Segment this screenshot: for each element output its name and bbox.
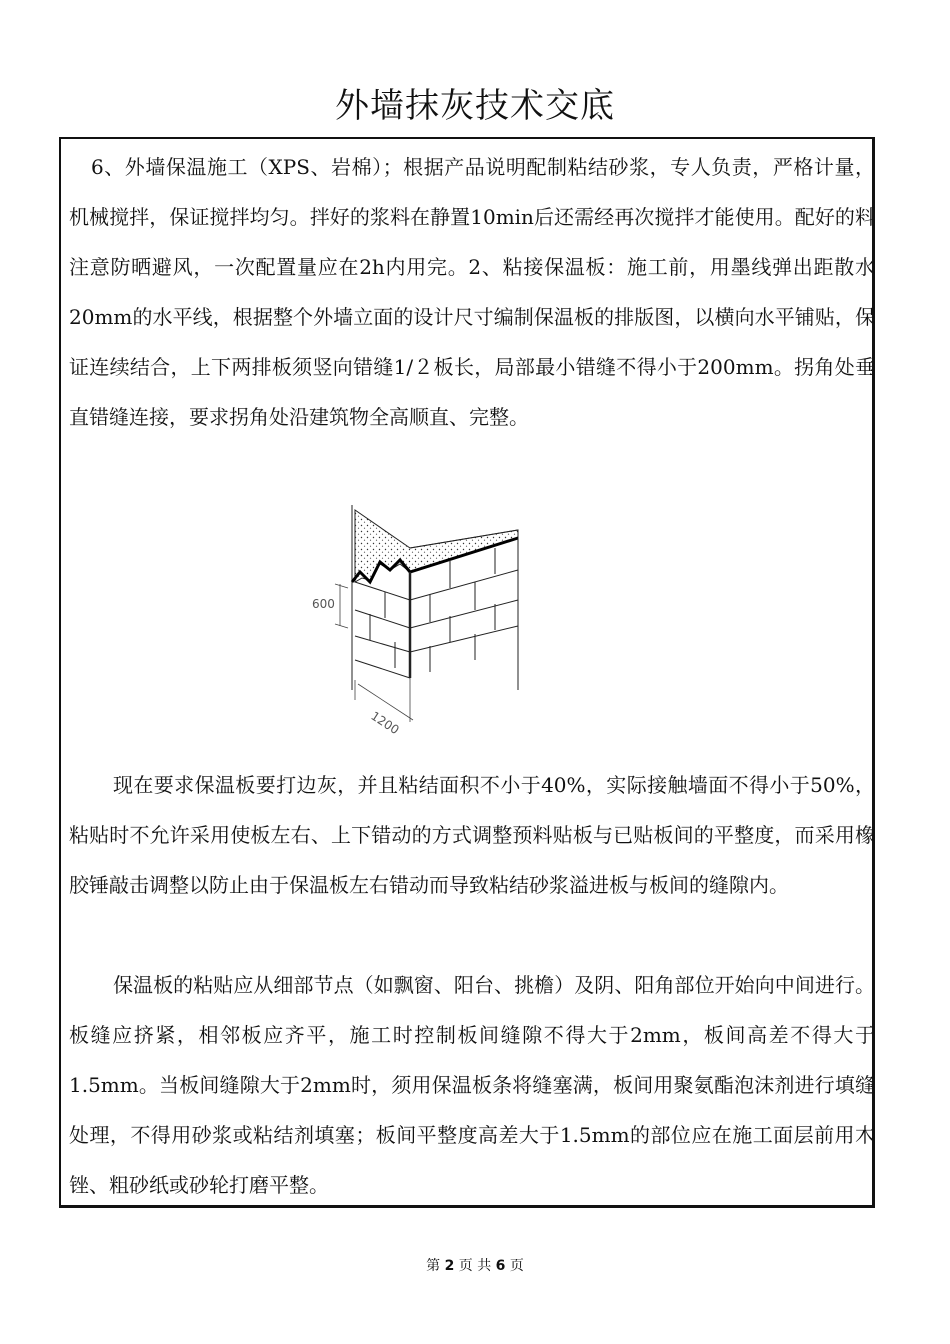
dimension-lines <box>335 584 413 722</box>
footer-page-number: 2 <box>444 1258 455 1274</box>
paragraph-3: 保温板的粘贴应从细部节点（如飘窗、阳台、挑檐）及阴、阳角部位开始向中间进行。板缝应挤紧，相邻板应齐平，施工时控制板间缝隙不得大于2mm，板间高差不得大于1.5mm。当板间缝隙大于2mm时，须用保温板条将缝塞满，板间用聚氨酯泡沫剂进行填缝处理，不得用砂浆或粘结剂填塞；板间平整度高差大于1.5mm的部位应在施工面层前用木锉、粗砂纸或砂轮打磨平整。 <box>69 973 875 1197</box>
paragraph-1: 6、外墙保温施工（XPS、岩棉）；根据产品说明配制粘结砂浆，专人负责，严格计量，机械搅拌，保证搅拌均匀。拌好的浆料在静置10min后还需经再次搅拌才能使用。配好的料注意防晒避风，一次配置量应在2h内用完。2、粘接保温板：施工前，用墨线弹出距散水20mm的水平线，根据整个外墙立面的设计尺寸编制保温板的排版图，以横向水平铺贴，保证连续结合，上下两排板须竖向错缝1/２板长，局部最小错缝不得小于200mm。拐角处垂直错缝连接，要求拐角处沿建筑物全高顺直、完整。 <box>69 155 875 429</box>
board-grid-left <box>355 572 410 678</box>
dimension-label-width: 1200 <box>368 708 402 735</box>
document-title: 外墙抹灰技术交底 <box>335 86 615 126</box>
wall-section <box>352 505 518 690</box>
footer-suffix: 页 <box>509 1258 524 1274</box>
insulation-board-corner-diagram <box>300 500 540 735</box>
dimension-label-height: 600 <box>312 597 335 611</box>
footer-prefix: 第 <box>426 1258 441 1274</box>
footer-mid1: 页 <box>458 1258 473 1274</box>
page-footer <box>0 1255 950 1275</box>
footer-total-pages: 6 <box>495 1258 506 1274</box>
paragraph-2: 现在要求保温板要打边灰，并且粘结面积不小于40%，实际接触墙面不得小于50%，粘贴时不允许采用使板左右、上下错动的方式调整预料贴板与已贴板间的平整度，而采用橡胶锤敲击调整以防止由于保温板左右错动而导致粘结砂浆溢进板与板间的缝隙内。 <box>69 773 875 897</box>
footer-mid2: 共 <box>477 1258 492 1274</box>
